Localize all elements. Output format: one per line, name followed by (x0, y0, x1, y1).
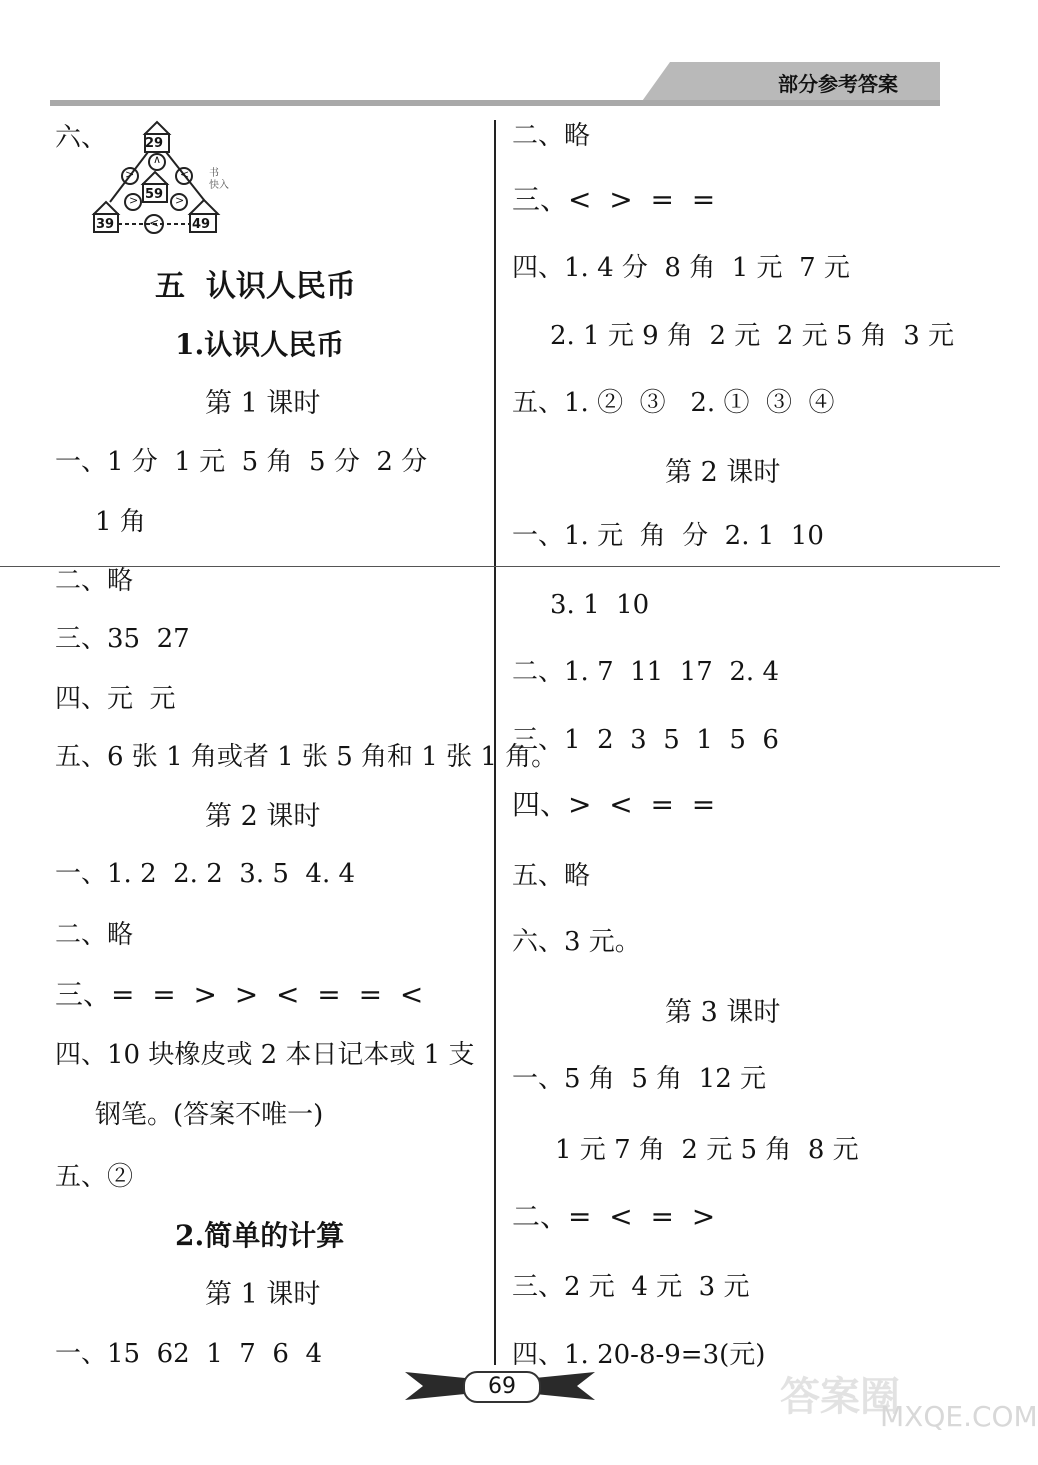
answer-line: 三、2 元 4 元 3 元 (512, 1272, 750, 1302)
house-right-number: 49 (192, 217, 211, 232)
circle-sign: < (180, 168, 190, 181)
header-label: 部分参考答案 (778, 72, 898, 96)
section-title: 1.认识人民币 (175, 328, 345, 361)
answer-line: 三、35 27 (55, 624, 190, 654)
house-left-number: 39 (96, 217, 115, 232)
answer-line: 一、1. 2 2. 2 3. 5 4. 4 (55, 859, 356, 889)
house-center-number: 59 (145, 187, 164, 202)
house-top-number: 29 (145, 136, 164, 151)
circle-sign: ∧ (153, 153, 162, 166)
answer-line: 一、5 角 5 角 12 元 (512, 1064, 767, 1094)
circle-sign: > (125, 168, 135, 181)
answer-line: 三、1 2 3 5 1 5 6 (512, 725, 779, 755)
header-rule (50, 100, 940, 106)
answer-line: 四、元 元 (55, 684, 176, 714)
lesson-title: 第 1 课时 (205, 1279, 321, 1310)
answer-line: 钢笔。(答案不唯一) (95, 1100, 324, 1130)
answer-line: 2. 1 元 9 角 2 元 2 元 5 角 3 元 (550, 321, 955, 351)
answer-line: 一、1 分 1 元 5 角 5 分 2 分 (55, 447, 428, 477)
watermark-url: MXQE.COM (880, 1400, 1038, 1433)
answer-line: 1 元 7 角 2 元 5 角 8 元 (555, 1135, 859, 1165)
watermark-logo: 答案圈 (780, 1373, 900, 1420)
circle-sign: > (129, 194, 139, 207)
handwritten-note: 书 快入 (209, 168, 229, 191)
answer-line: 三、= = > > < = = < (55, 978, 424, 1011)
circle-sign: < (149, 216, 160, 230)
answer-line: 一、1. 元 角 分 2. 1 10 (512, 521, 824, 551)
answer-line: 四、1. 20-8-9=3(元) (512, 1340, 766, 1370)
diagram-prefix: 六、 (55, 123, 108, 153)
answer-line: 二、略 (55, 566, 134, 596)
answer-line: 五、1. ② ③ 2. ① ③ ④ (512, 388, 835, 418)
answer-line: 二、略 (55, 920, 134, 950)
lesson-title: 第 2 课时 (205, 801, 321, 832)
scan-fold-line (0, 566, 1000, 567)
answer-line: 五、略 (512, 861, 591, 891)
answer-line: 三、< > = = (512, 183, 716, 216)
answer-line: 五、② (55, 1162, 134, 1192)
unit-title: 五 认识人民币 (155, 269, 356, 304)
answer-line: 四、> < = = (512, 788, 716, 821)
answer-line: 六、3 元。 (512, 927, 641, 957)
answer-line: 一、15 62 1 7 6 4 (55, 1339, 322, 1369)
answer-line: 五、6 张 1 角或者 1 张 5 角和 1 张 1 角。 (55, 742, 558, 772)
page-number: 69 (463, 1371, 541, 1403)
lesson-title: 第 2 课时 (665, 457, 781, 488)
answer-line: 3. 1 10 (550, 590, 650, 620)
answer-line: 四、1. 4 分 8 角 1 元 7 元 (512, 253, 850, 283)
answer-line: 四、10 块橡皮或 2 本日记本或 1 支 (55, 1040, 475, 1070)
circle-sign: > (175, 194, 185, 207)
section-title: 2.简单的计算 (175, 1219, 345, 1252)
answer-line: 1 角 (95, 507, 146, 537)
lesson-title: 第 1 课时 (205, 388, 321, 419)
lesson-title: 第 3 课时 (665, 997, 781, 1028)
answer-line: 二、略 (512, 121, 591, 151)
answer-line: 二、= < = > (512, 1200, 716, 1233)
answer-line: 二、1. 7 11 17 2. 4 (512, 657, 779, 687)
